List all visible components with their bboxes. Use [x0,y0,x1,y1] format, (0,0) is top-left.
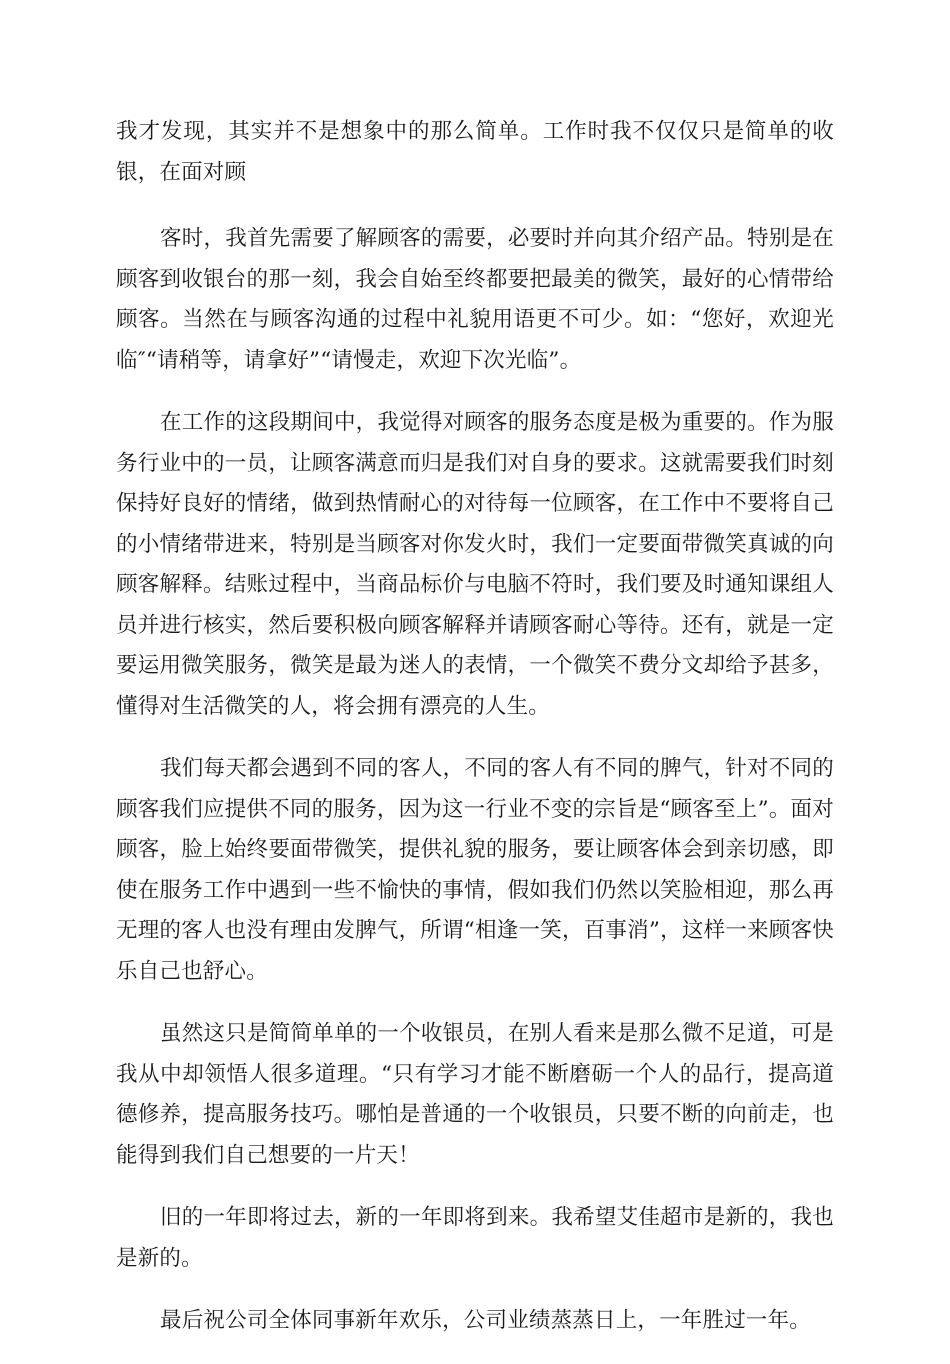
paragraph-2: 客时，我首先需要了解顾客的需要，必要时并向其介绍产品。特别是在顾客到收银台的那一刻，我会自始至终都要把最美的微笑，最好的心情带给顾客。当然在与顾客沟通的过程中礼貌用语更不可少。如：“您好，欢迎光临″“请稍等，请拿好”“请慢走，欢迎下次光临”。 [116,226,834,373]
paragraph-4: 我们每天都会遇到不同的客人，不同的客人有不同的脾气，针对不同的顾客我们应提供不同的服务，因为这一行业不变的宗旨是“顾客至上”。面对顾客，脸上始终要面带微笑，提供礼貌的服务，要让顾客体会到亲切感，即使在服务工作中遇到一些不愉快的事情，假如我们仍然以笑脸相迎，那么再无理的客人也没有理由发脾气，所谓“相逢一笑，百事消”，这样一来顾客快乐自己也舒心。 [116,756,834,984]
paragraph-3: 在工作的这段期间中，我觉得对顾客的服务态度是极为重要的。作为服务行业中的一员，让顾客满意而归是我们对自身的要求。这就需要我们时刻保持好良好的情绪，做到热情耐心的对待每一位顾客，在工作中不要将自己的小情绪带进来，特别是当顾客对你发火时，我们一定要面带微笑真诚的向顾客解释。结账过程中，当商品标价与电脑不符时，我们要及时通知课组人员并进行核实，然后要积极向顾客解释并请顾客耐心等待。还有，就是一定要运用微笑服务，微笑是最为迷人的表情，一个微笑不费分文却给予甚多，懂得对生活微笑的人，将会拥有漂亮的人生。 [116,410,834,719]
paragraph-6: 旧的一年即将过去，新的一年即将到来。我希望艾佳超市是新的，我也是新的。 [116,1205,834,1271]
paragraph-1: 我才发现，其实并不是想象中的那么简单。工作时我不仅仅只是简单的收银，在面对顾 [116,119,834,185]
document-body [116,112,834,1364]
paragraph-5: 虽然这只是简简单单的一个收银员，在别人看来是那么微不足道，可是我从中却领悟人很多道理。“只有学习才能不断磨砺一个人的品行，提高道德修养，提高服务技巧。哪怕是普通的一个收银员，只要不断的向前走，也能得到我们自己想要的一片天！ [116,1021,834,1168]
paragraph-7: 最后祝公司全体同事新年欢乐，公司业绩蒸蒸日上，一年胜过一年。 [160,1308,812,1333]
